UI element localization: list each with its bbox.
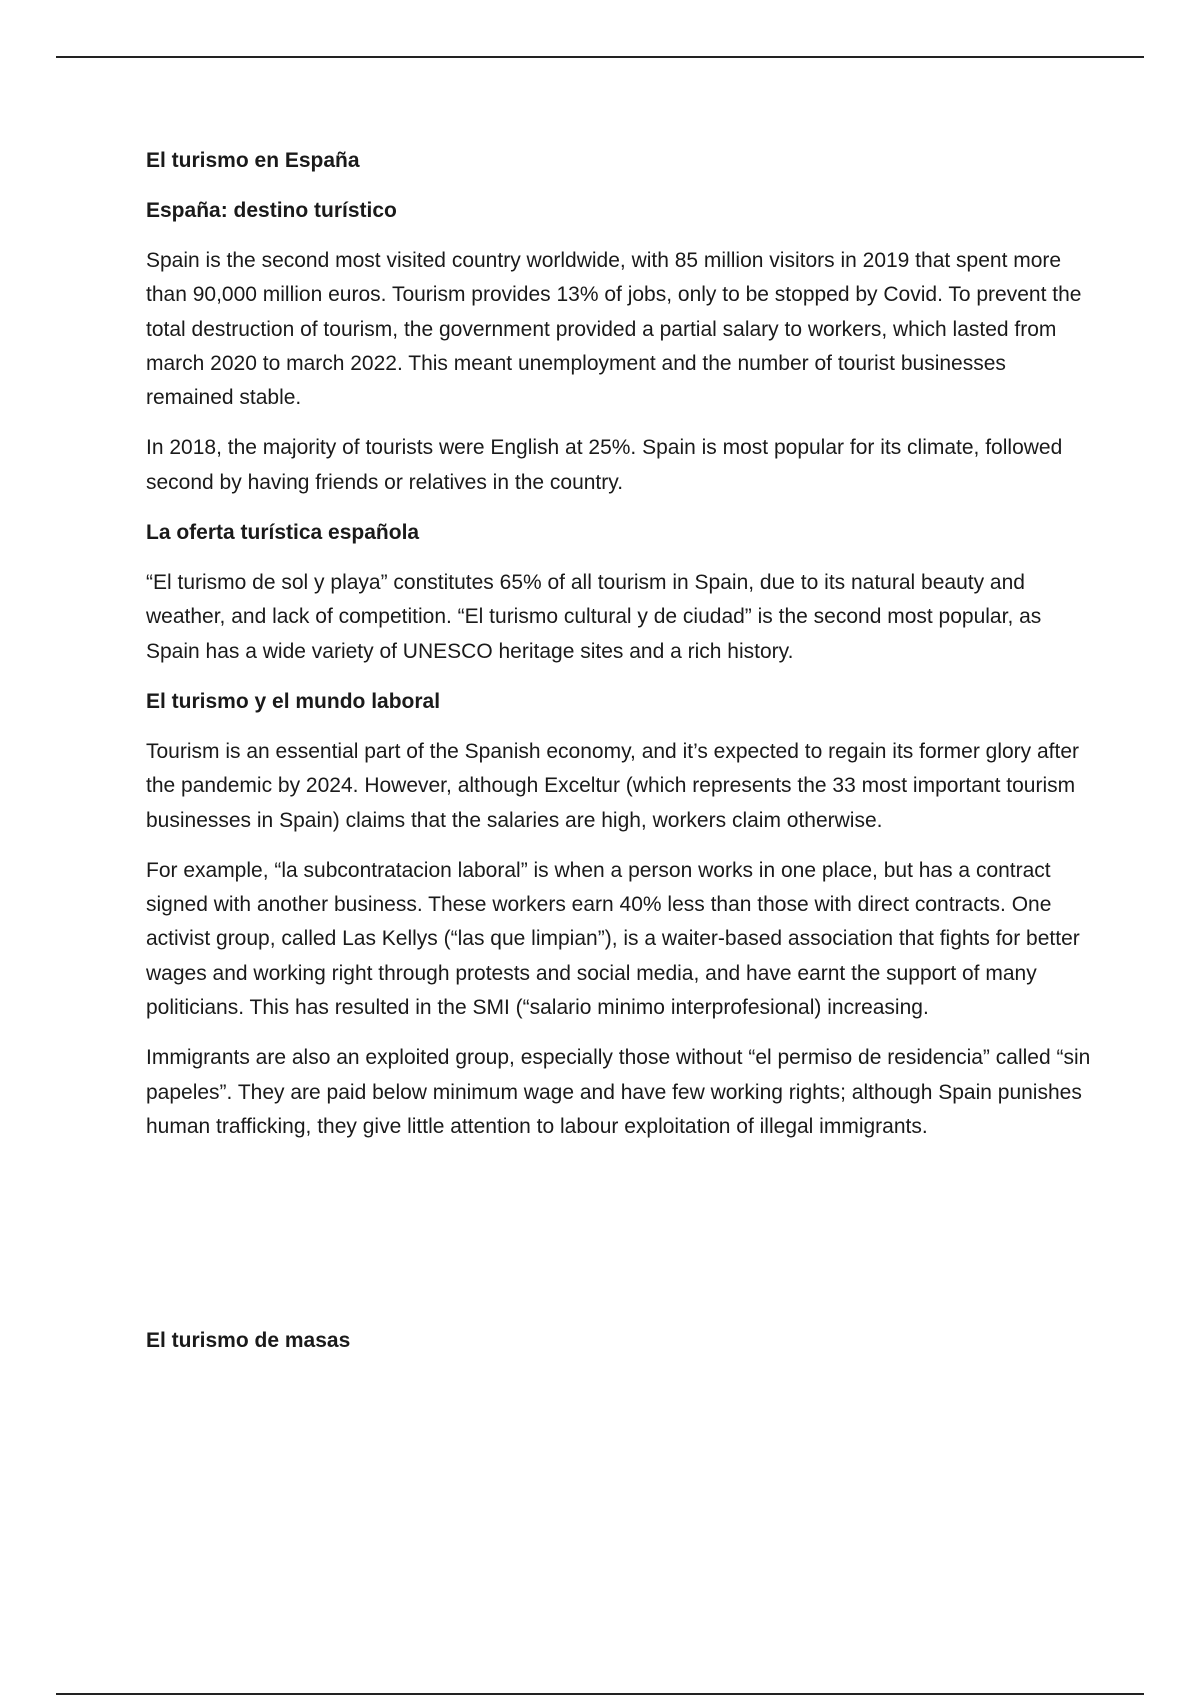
paragraph-laboral-3: Immigrants are also an exploited group, especially those without “el permiso de residencia” called “sin papeles”. They are paid below minimum wage and have few working rights; although Spain punishes human trafficking, they give little attention to labour exploitation of illegal immigrants. [146,1046,1091,1138]
section-heading-masas: El turismo de masas [146,1329,351,1353]
section-heading-destino: España: destino turístico [146,199,397,222]
paragraph-oferta-1: “El turismo de sol y playa” constitutes 65% of all tourism in Spain, due to its natural beauty and weather, and lack of competition. “El turismo cultural y de ciudad” is the second most popular, as Spain has a wide variety of UNESCO heritage sites and a rich history. [146,571,1042,663]
paragraph-destino-1: Spain is the second most visited country worldwide, with 85 million visitors in 2019 that spent more than 90,000 million euros. Tourism provides 13% of jobs, only to be stopped by Covid. To prevent the total destruction of tourism, the government provided a partial salary to workers, which lasted from march 2020 to march 2022. This meant unemployment and the number of tourist businesses remained stable. [146,249,1082,410]
section-heading-laboral: El turismo y el mundo laboral [146,689,441,713]
section-heading-oferta: La oferta turística española [146,521,420,545]
document-body [146,144,1096,1374]
paragraph-laboral-2: For example, “la subcontratacion laboral” is when a person works in one place, but has a contract signed with another business. These workers earn 40% less than those with direct contracts. One activist group, called Las Kellys (“las que limpian”), is a waiter-based association that fights for better wages and working right through protests and social media, and have earnt the support of many politicians. This has resulted in the SMI (“salario minimo interprofesional) increasing. [146,858,1080,1020]
paragraph-destino-2: In 2018, the majority of tourists were English at 25%. Spain is most popular for its climate, followed second by having friends or relatives in the country. [146,436,1063,494]
paragraph-laboral-1: Tourism is an essential part of the Spanish economy, and it’s expected to regain its former glory after the pandemic by 2024. However, although Exceltur (which represents the 33 most important tourism businesses in Spain) claims that the salaries are high, workers claim otherwise. [146,739,1080,832]
blank-space [146,1160,1096,1324]
footer-rule [56,1693,1144,1695]
document-title: El turismo en España [146,149,360,172]
header-rule [56,56,1144,58]
